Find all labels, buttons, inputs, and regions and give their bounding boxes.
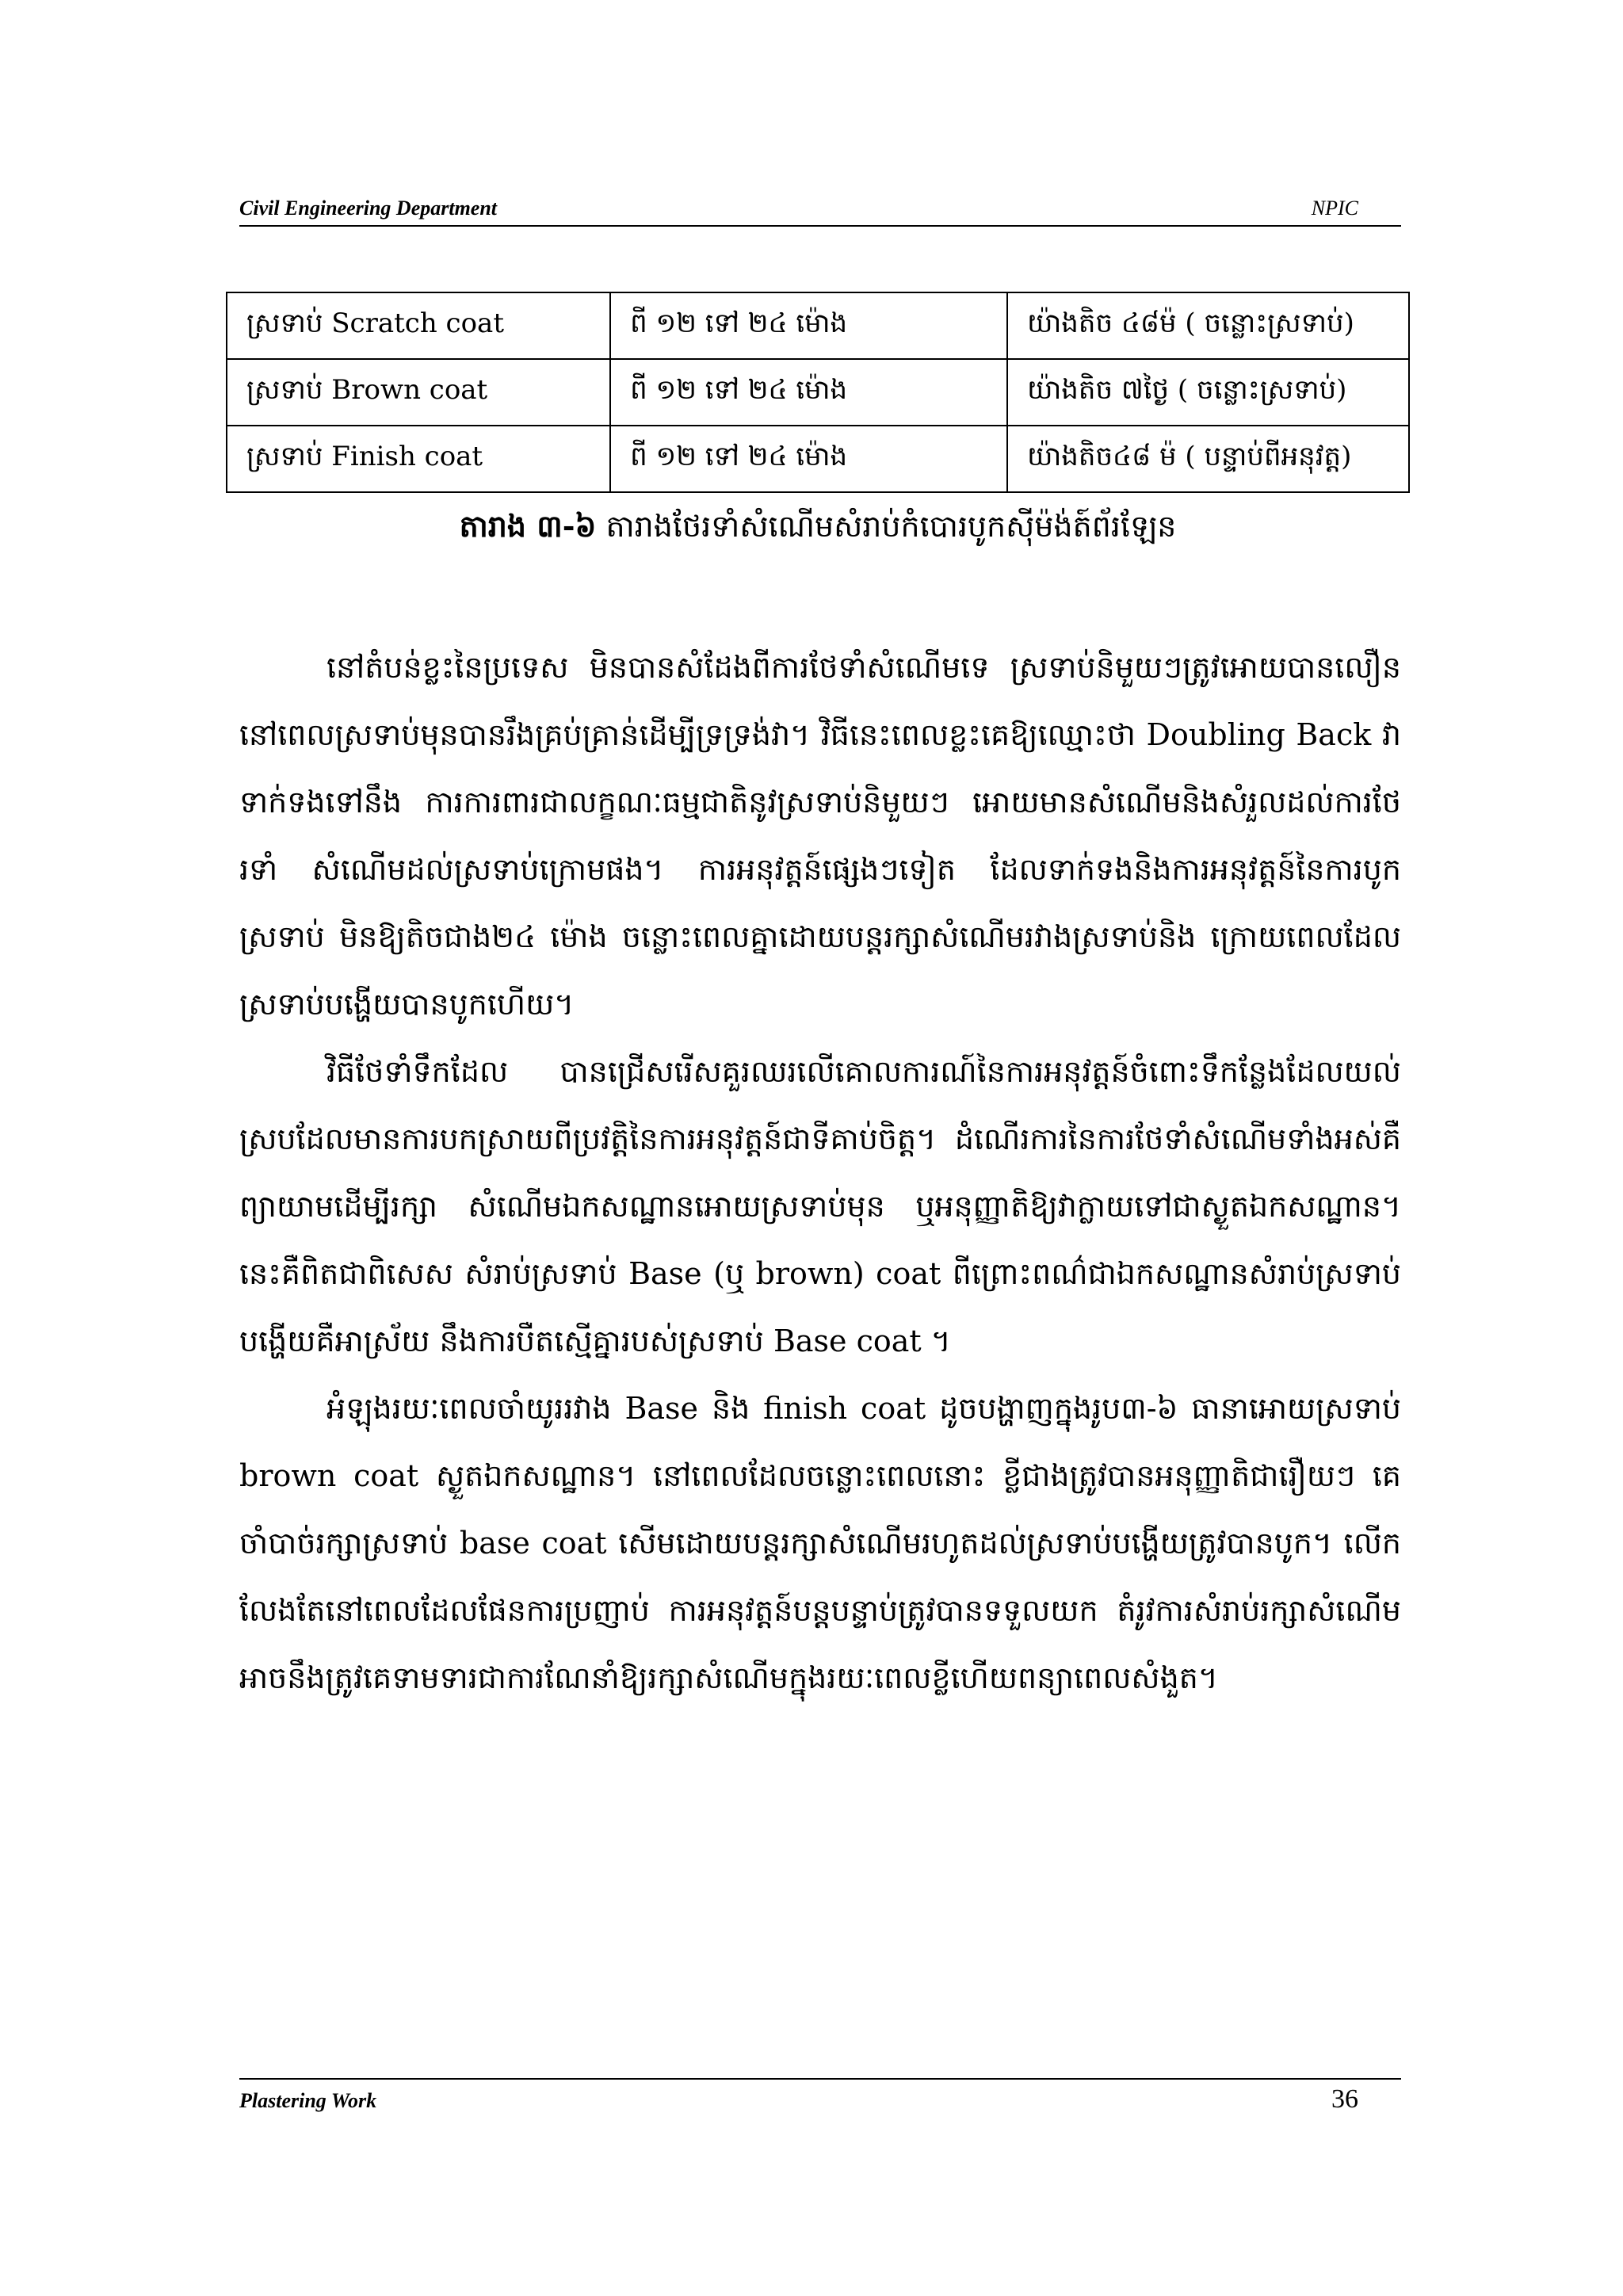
paragraph: អំឡុងរយៈពេលចាំយូររវាង Base និង finish coat ដូចបង្ហាញក្នុងរូប៣-៦ ធានាអោយស្រទាប់ brown coat ស្ងួតឯកសណ្ឋាន។ នៅពេលដែលចន្លោះពេលនោះ ខ្លីជាងត្រូវបានអនុញ្ញាតិជារឿយៗ គេចាំបាច់រក្សាស្រទាប់ base coat សើមដោយបន្តរក្សាសំណើមរហូតដល់ស្រទាប់បង្ហើយត្រូវបានបូក។ លើកលែងតែនៅពេលដែលផែនការប្រញាប់ ការអនុវត្តន៍បន្តបន្ទាប់ត្រូវបានទទួលយក តំរូវការសំរាប់រក្សាសំណើមអាចនឹងត្រូវគេទាមទារជាការណែនាំឱ្យរក្សាសំណើមក្នុងរយៈពេលខ្លីហើយពន្យាពេលសំងួត។ [239,1391,1401,1695]
page-number: 36 [1331,2084,1358,2114]
table-cell-coat: ស្រទាប់ Scratch coat [227,292,610,359]
body-text [239,634,1401,1712]
table-cell-interval: ពី ១២ ទៅ ២៤ ម៉ោង [610,292,1007,359]
table-row [227,359,1409,426]
table-cell-coat: ស្រទាប់ Finish coat [227,426,610,492]
table-cell-interval: ពី ១២ ទៅ ២៤ ម៉ោង [610,426,1007,492]
table-cell-curing: យ៉ាងតិច ៧ថ្ងៃ ( ចន្លោះស្រទាប់) [1007,359,1409,426]
table-caption [226,507,1410,552]
footer-chapter-title: Plastering Work [239,2089,377,2112]
page-header [239,193,1401,227]
table-cell-curing: យ៉ាងតិច៤៨ ម៉ ( បន្ទាប់ពីអនុវត្ត) [1007,426,1409,492]
table-row [227,292,1409,359]
page-footer [239,2078,1401,2114]
header-department: Civil Engineering Department [239,197,498,220]
paragraph: វិធីថែទាំទឹកដែល បានជ្រើសរើសគួរឈរលើគោលការណ៍នៃការអនុវត្តន៍ចំពោះទឹកន្លែងដែលយល់ស្របដែលមានការបកស្រាយពីប្រវត្តិនៃការអនុវត្តន៍ជាទីគាប់ចិត្ត។ ដំណើរការនៃការថែទាំសំណើមទាំងអស់គឺព្យាយាមដើម្បីរក្សា សំណើមឯកសណ្ឋានអោយស្រទាប់មុន ឬអនុញ្ញាតិឱ្យវាក្លាយទៅជាស្ងួតឯកសណ្ឋាន។ នេះគឺពិតជាពិសេស សំរាប់ស្រទាប់ Base (ឬ brown) coat ពីព្រោះពណ៌ជាឯកសណ្ឋានសំរាប់ស្រទាប់បង្ហើយគឺអាស្រ័យ នឹងការបឺតស្មើគ្នារបស់ស្រទាប់ Base coat ។ [239,1054,1401,1358]
header-institution: NPIC [1311,197,1358,220]
table-cell-curing: យ៉ាងតិច ៤៨ម៉ ( ចន្លោះស្រទាប់) [1007,292,1409,359]
table-cell-coat: ស្រទាប់ Brown coat [227,359,610,426]
paragraph: នៅតំបន់ខ្លះនៃប្រទេស មិនបានសំដែងពីការថែទាំសំណើមទេ ស្រទាប់និមួយៗត្រូវអោយបានលឿន នៅពេលស្រទាប់មុនបានរឹងគ្រប់គ្រាន់ដើម្បីទ្រទ្រង់វា។ វិធីនេះពេលខ្លះគេឱ្យឈ្មោះថា Doubling Back វាទាក់ទងទៅនឹង ការការពារជាលក្ខណៈធម្មជាតិនូវស្រទាប់និមួយៗ អោយមានសំណើមនិងសំរួលដល់ការថែរទាំ សំណើមដល់ស្រទាប់ក្រោមផង។ ការអនុវត្តន៍ផ្សេងៗទៀត ដែលទាក់ទងនិងការអនុវត្តន៍នៃការបូកស្រទាប់ មិនឱ្យតិចជាង២៤ ម៉ោង ចន្លោះពេលគ្នាដោយបន្តរក្សាសំណើមរវាងស្រទាប់និង ក្រោយពេលដែលស្រទាប់បង្ហើយបានបូកហើយ។ [239,650,1401,1022]
table-caption-label: តារាង ៣-៦ [459,508,597,544]
table-row [227,426,1409,492]
curing-table [226,292,1410,493]
table-caption-text: តារាងថែរទាំសំណើមសំរាប់កំបោរបូកស៊ីម៉ង់ត៍ព័រឡែន [605,509,1177,544]
table-cell-interval: ពី ១២ ទៅ ២៤ ម៉ោង [610,359,1007,426]
